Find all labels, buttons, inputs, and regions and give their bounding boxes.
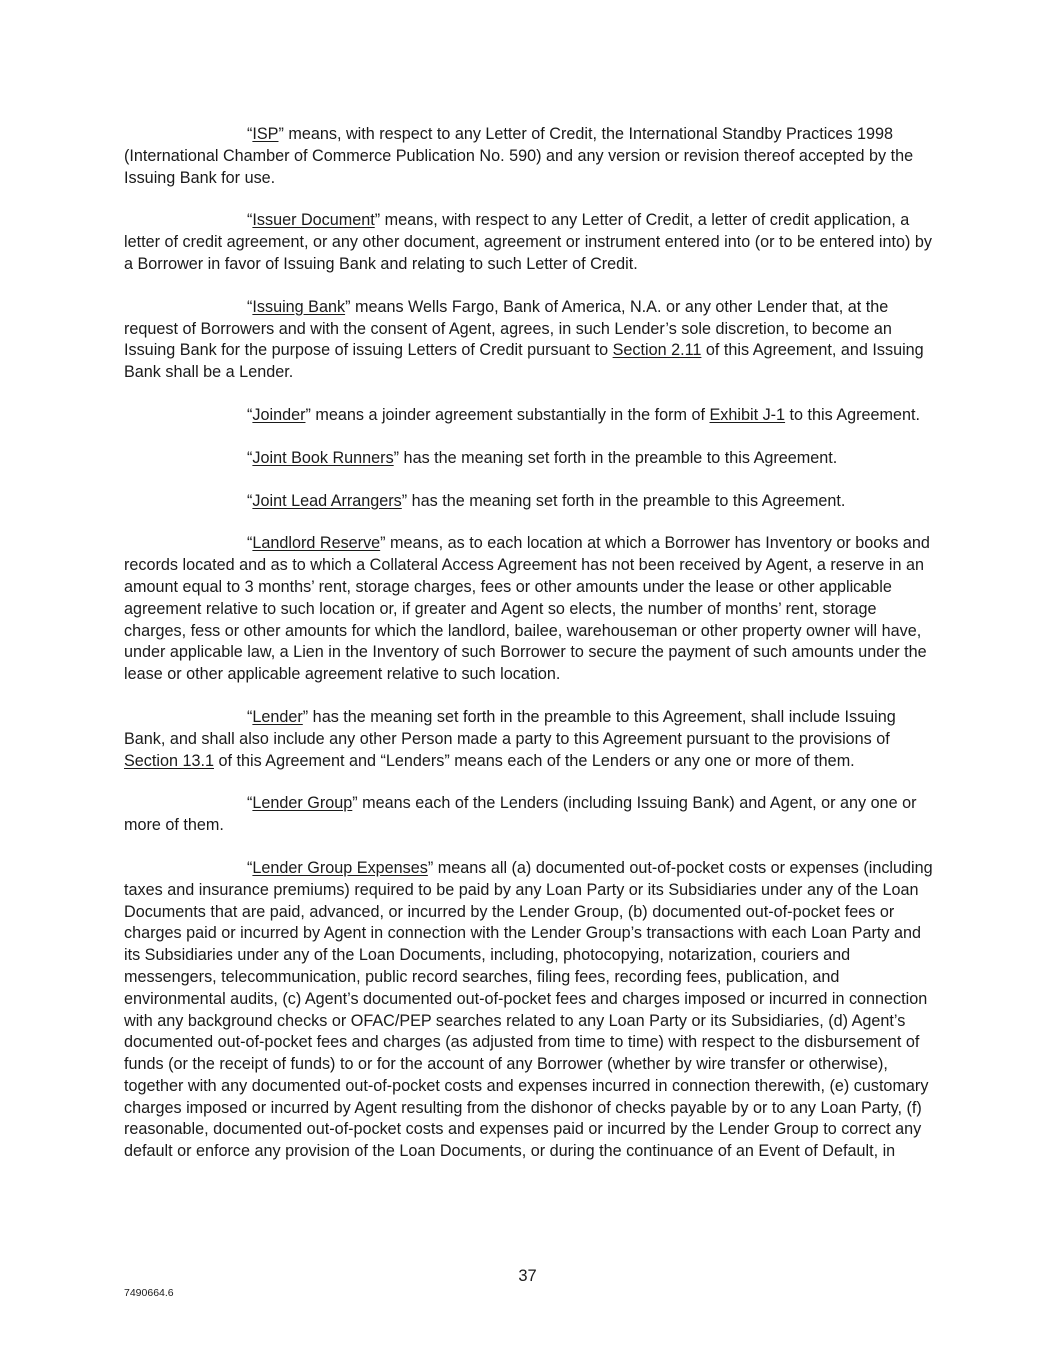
definitions-list — [124, 124, 934, 1184]
definition-text: means, as to each location at which a Borrower has Inventory or books and records located and as to which a Collateral Access Agreement has not been received by Agent, a reserve in an amount equal to 3 months’ rent, storage charges, fees or other amounts under the lease or other applicable agreement relative to such location or, if greater and Agent so elects, the number of months’ rent, storage charges, fess or other amounts for which the landlord, bailee, warehouseman or other property owner will have, under applicable law, a Lien in the Inventory of such Borrower to secure the payment of such amounts under the lease or other applicable agreement relative to such location. — [124, 534, 930, 684]
cross-reference: Section 13.1 — [124, 751, 214, 770]
close-quote: ” — [278, 125, 284, 143]
definition-paragraph — [124, 124, 934, 189]
definition-paragraph — [124, 793, 934, 837]
definition-text: of this Agreement and “Lenders” means each of the Lenders or any one or more of them. — [214, 751, 855, 770]
defined-term: Lender Group — [252, 794, 353, 813]
document-id: 7490664.6 — [124, 1287, 174, 1299]
defined-term: Joint Book Runners — [252, 448, 394, 467]
defined-term: Joint Lead Arrangers — [252, 491, 402, 510]
definition-paragraph — [124, 448, 934, 470]
definition-text: means a joinder agreement substantially in the form of — [310, 405, 710, 424]
definition-text: means, with respect to any Letter of Credit, a letter of credit application, a letter of credit agreement, or any other document, agreement or instrument entered into (or to be entered into) by a Borrower in favor of Issuing Bank and relating to such Letter of Credit. — [124, 211, 933, 273]
defined-term: Landlord Reserve — [252, 534, 381, 553]
close-quote: ” — [427, 858, 434, 877]
cross-reference: Section 2.11 — [612, 341, 702, 360]
open-quote: “ — [247, 534, 253, 553]
open-quote: “ — [247, 405, 253, 424]
definition-paragraph — [124, 707, 934, 772]
definition-text: means all (a) documented out-of-pocket costs or expenses (including taxes and insurance premiums) required to be paid by any Loan Party or its Subsidiaries under any of the Loan Documents that are paid, advanced, or incurred by the Lender Group, (b) documented out-of-pocket fees or charges paid or incurred by Agent in connection with the Lender Group’s transactions with each Loan Party and its Subsidiaries under any of the Loan Documents, including, photocopying, notarization, couriers and messengers, telecommunication, public record searches, filing fees, recording fees, publication, and environmental audits, (c) Agent’s documented out-of-pocket fees and charges imposed or incurred in connection with any background checks or OFAC/PEP searches related to any Loan Party or its Subsidiaries, (d) Agent’s documented out-of-pocket fees and charges (as adjusted from time to time) with respect to the disbursement of funds (or the receipt of funds) to or for the account of any Borrower (whether by wire transfer or otherwise), together with any documented out-of-pocket costs and expenses incurred in connection therewith, (e) customary charges imposed or incurred by Agent resulting from the dishonor of checks payable by or to any Loan Party, (f) reasonable, documented out-of-pocket costs and expenses paid or incurred by the Lender Group to correct any default or enforce any provision of the Loan Documents, or during the continuance of an Event of Default, in — [124, 858, 933, 1161]
definition-text: has the meaning set forth in the preamble to this Agreement, shall include Issuing Bank, and shall also include any other Person made a party to this Agreement pursuant to the provisions of — [124, 707, 896, 748]
definition-paragraph — [124, 533, 934, 686]
open-quote: “ — [247, 491, 253, 510]
definition-text: to this Agreement. — [785, 405, 921, 424]
open-quote: “ — [247, 707, 253, 726]
open-quote: “ — [247, 858, 253, 877]
cross-reference: Exhibit J-1 — [709, 405, 786, 424]
close-quote: ” — [380, 534, 386, 553]
open-quote: “ — [247, 448, 253, 467]
close-quote: ” — [345, 297, 351, 316]
open-quote: “ — [247, 794, 253, 813]
definition-paragraph — [124, 210, 934, 275]
page-number: 37 — [518, 1267, 537, 1285]
defined-term: Lender Group Expenses — [252, 858, 428, 877]
defined-term: ISP — [252, 125, 279, 143]
open-quote: “ — [247, 125, 253, 143]
close-quote: ” — [374, 211, 381, 230]
defined-term: Joinder — [252, 405, 306, 424]
definition-text: means, with respect to any Letter of Credit, the International Standby Practices 1998 (International Chamber of Commerce Publication No. 590) and any version or revision thereof accepted by the Issuing Bank for use. — [124, 125, 914, 187]
definition-paragraph — [124, 491, 934, 513]
open-quote: “ — [247, 297, 253, 316]
definition-text: means each of the Lenders (including Issuing Bank) and Agent, or any one or more of them. — [124, 794, 917, 835]
definition-paragraph — [124, 405, 934, 427]
definition-paragraph — [124, 297, 934, 384]
defined-term: Issuer Document — [252, 211, 375, 230]
definition-paragraph — [124, 858, 934, 1163]
close-quote: ” — [302, 707, 309, 726]
definition-text: of this Agreement, and Issuing Bank shall be a Lender. — [124, 341, 924, 382]
defined-term: Lender — [252, 707, 303, 726]
open-quote: “ — [247, 211, 253, 230]
definition-text: has the meaning set forth in the preamble to this Agreement. — [399, 448, 838, 467]
definition-text: means Wells Fargo, Bank of America, N.A. or any other Lender that, at the request of Borrowers and with the consent of Agent, agrees, in such Lender’s sole discretion, to become an Issuing Bank for the purpose of issuing Letters of Credit pursuant to — [124, 297, 892, 360]
defined-term: Issuing Bank — [252, 297, 346, 316]
close-quote: ” — [352, 794, 358, 813]
close-quote: ” — [401, 491, 408, 510]
definition-text: has the meaning set forth in the preamble to this Agreement. — [407, 491, 846, 510]
close-quote: ” — [393, 448, 400, 467]
close-quote: ” — [305, 405, 311, 424]
